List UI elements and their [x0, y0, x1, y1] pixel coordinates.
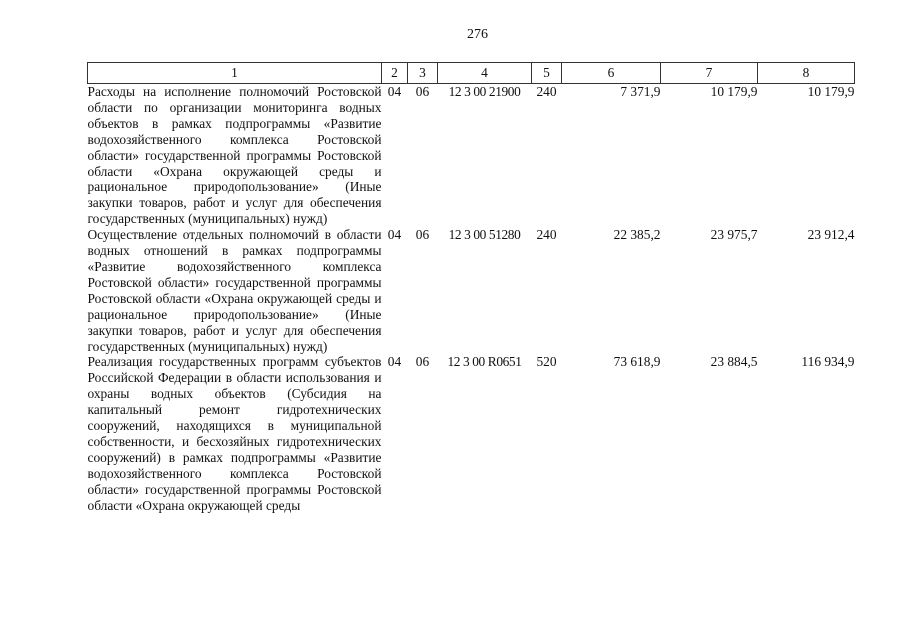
amount-col-8: 10 179,9	[807, 84, 855, 99]
row-description: Расходы на исполнение полномочий Ростовской области по организации мониторинга водных объектов в рамках подпрограммы «Развитие водохозяйственного комплекса Ростовской области» государственной программы Ростовской области «Охрана окружающей среды и рациональное природопользование» (Иные закупки товаров, работ и услуг для обеспечения государственных (муниципальных) нужд)	[87, 84, 382, 227]
table-row	[88, 354, 855, 513]
column-header: 2	[382, 63, 408, 84]
subsection-code: 06	[415, 84, 430, 99]
section-code: 04	[387, 227, 402, 243]
table-row	[88, 84, 855, 228]
amount-col-8: 23 912,4	[807, 227, 855, 243]
target-article-code: 12 3 00 51280	[448, 227, 521, 243]
budget-table	[87, 62, 855, 513]
target-article-code: 12 3 00 R0651	[447, 354, 522, 370]
amount-col-6: 22 385,2	[613, 227, 661, 243]
row-description: Реализация государственных программ субъектов Российской Федерации в области использования и охраны водных объектов (Субсидия на капитальный ремонт гидротехнических сооружений, находящихся в муниципальной собственности, и бесхозяйных гидротехнических сооружений) в рамках подпрограммы «Развитие водохозяйственного комплекса Ростовской области» государственной программы Ростовской области «Охрана окружающей среды	[87, 354, 382, 513]
table-row	[88, 227, 855, 354]
amount-col-7: 23 975,7	[710, 227, 758, 243]
column-header: 5	[532, 63, 562, 84]
column-header: 7	[661, 63, 758, 84]
section-code: 04	[387, 84, 402, 99]
expense-type-code: 240	[536, 227, 557, 243]
column-header: 8	[758, 63, 855, 84]
expense-type-code: 520	[536, 354, 557, 370]
amount-col-7: 10 179,9	[710, 84, 758, 99]
column-header: 4	[438, 63, 532, 84]
table-header-row	[88, 63, 855, 84]
subsection-code: 06	[415, 227, 430, 243]
column-header: 3	[408, 63, 438, 84]
page-number: 276	[467, 27, 488, 42]
amount-col-6: 7 371,9	[620, 84, 661, 99]
column-header: 6	[562, 63, 661, 84]
amount-col-6: 73 618,9	[613, 354, 661, 370]
section-code: 04	[387, 354, 402, 370]
amount-col-8: 116 934,9	[801, 354, 855, 370]
expense-type-code: 240	[536, 84, 557, 99]
target-article-code: 12 3 00 21900	[448, 84, 521, 99]
subsection-code: 06	[415, 354, 430, 370]
column-header: 1	[88, 63, 382, 84]
row-description: Осуществление отдельных полномочий в области водных отношений в рамках подпрограммы «Развитие водохозяйственного комплекса Ростовской области» государственной программы Ростовской области «Охрана окружающей среды и рациональное природопользование» (Иные закупки товаров, работ и услуг для обеспечения государственных (муниципальных) нужд)	[87, 227, 382, 354]
amount-col-7: 23 884,5	[710, 354, 758, 370]
